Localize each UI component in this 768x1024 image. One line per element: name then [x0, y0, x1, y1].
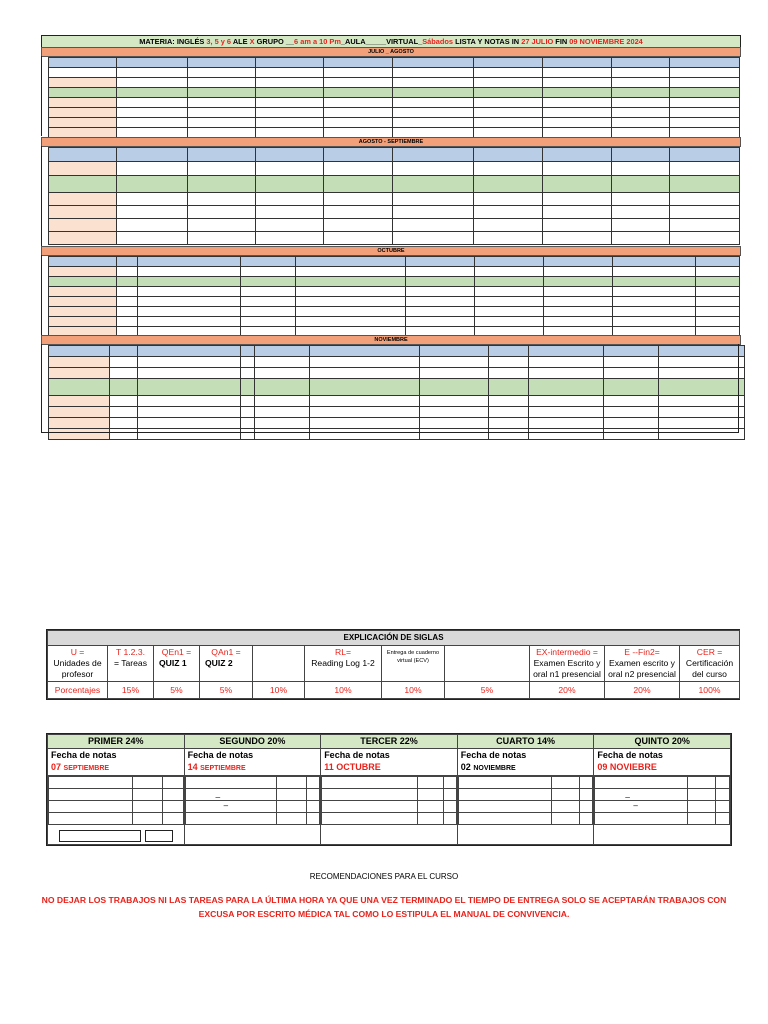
sigla-desc: QUIZ 2 [205, 658, 233, 668]
sigla-desc: Certificación del curso [685, 658, 734, 679]
percentage-cell: 20% [605, 682, 680, 699]
percentage-cell: 5% [200, 682, 253, 699]
x-mark: X [249, 37, 255, 46]
date-month: SEPTIEMBRE [200, 765, 246, 772]
left-border [41, 344, 42, 433]
recommendations-title: RECOMENDACIONES PARA EL CURSO [309, 872, 459, 881]
sigla-ex-intermedio [530, 646, 605, 682]
sigla-cer [680, 646, 740, 682]
start-date: 27 JULIO [521, 37, 554, 46]
dash-mark: _ [625, 789, 630, 798]
date-number: 02 [460, 762, 471, 772]
sigla-code: E --Fin2= [624, 647, 660, 657]
sigla-empty [445, 646, 530, 682]
date-number: 14 [187, 762, 198, 772]
day-value: Sábados [422, 37, 454, 46]
month-bar-november: NOVIEMBRE [41, 335, 741, 345]
sigla-qen1 [154, 646, 200, 682]
left-border [41, 255, 42, 335]
siglas-table [46, 629, 740, 700]
month-bar-october: OCTUBRE [41, 246, 741, 256]
end-label: FIN [553, 37, 570, 46]
list-label: LISTA Y NOTAS IN [453, 37, 522, 46]
end-date: 09 NOVIEMBRE 2024 [569, 37, 643, 46]
date-number: 07 [51, 762, 62, 772]
date-month: NOVIEMBRE [473, 765, 516, 772]
sigla-desc: Reading Log 1-2 [311, 658, 375, 668]
month-bar-august-september: AGOSTO - SEPTIEMBRE [41, 137, 741, 147]
group-label: GRUPO __ [254, 37, 295, 46]
sigla-desc: Examen Escrito y oral n1 presencial [533, 658, 601, 679]
period-segundo: SEGUNDO 20% [184, 735, 321, 749]
sigla-t [108, 646, 154, 682]
sigla-desc: QUIZ 1 [159, 658, 187, 668]
period-quinto: QUINTO 20% [594, 735, 731, 749]
percentage-cell: 10% [382, 682, 445, 699]
period-subgrid [457, 776, 594, 845]
sigla-desc: Unidades de profesor [53, 658, 102, 679]
percentages-label: Porcentajes [48, 682, 108, 699]
period-cuarto: CUARTO 14% [457, 735, 594, 749]
siglas-title: EXPLICACIÓN DE SIGLAS [48, 631, 740, 646]
recommendations-text: NO DEJAR LOS TRABAJOS NI LAS TAREAS PARA LA ÚLTIMA HORA YA QUE UNA VEZ TERMINADO EL TIEMPO DE ENTREGA SOLO SE ACEPTARÁN TRABAJOS CON EXCUSA POR ESCRITO MÉDICA TAL COMO LO ESTIPULA EL MANUAL DE CONVIVENCIA. [41, 895, 727, 919]
sigla-code: QAn1 = [211, 647, 241, 657]
month-bar-july-august: JULIO _ AGOSTO [41, 47, 741, 57]
period-date-cell [321, 749, 458, 776]
ale-label: ALE [231, 37, 250, 46]
input-box [59, 830, 141, 842]
period-date-cell [184, 749, 321, 776]
input-box [145, 830, 173, 842]
sigla-code: QEn1 = [161, 647, 192, 657]
sigla-code: CER = [696, 647, 723, 657]
left-border [41, 56, 42, 136]
period-tercer: TERCER 22% [321, 735, 458, 749]
dash-mark: – [633, 801, 638, 810]
sigla-code: T 1.2.3. [116, 647, 145, 657]
date-number: 11 OCTUBRE [324, 762, 381, 772]
period-date-cell [48, 749, 185, 776]
sigla-desc: Entrega de cuaderno virtual (ECV) [386, 650, 440, 664]
grade-grid-november [48, 345, 745, 440]
sigla-qan1 [200, 646, 253, 682]
percentage-cell: 20% [530, 682, 605, 699]
sigla-desc: Examen escrito y oral n2 presencial [608, 658, 676, 679]
hours-value: 6 am a 10 Pm [294, 37, 341, 46]
date-label: Fecha de notas [597, 750, 663, 760]
period-date-cell [594, 749, 731, 776]
date-label: Fecha de notas [187, 750, 254, 760]
right-border [738, 344, 739, 433]
period-date-cell [457, 749, 594, 776]
percentage-cell: 10% [305, 682, 382, 699]
period-subgrid [594, 776, 731, 845]
grade-grid-october [48, 256, 740, 337]
percentage-cell: 5% [445, 682, 530, 699]
classroom-label: _AULA_____VIRTUAL_ [340, 37, 423, 46]
sigla-empty [253, 646, 305, 682]
sigla-ecv [382, 646, 445, 682]
periods-table [46, 733, 732, 846]
date-number: 09 NOVIEBRE [597, 762, 657, 772]
percentage-cell: 10% [253, 682, 305, 699]
sigla-code: RL= [334, 647, 351, 657]
sigla-desc: = Tareas [113, 658, 148, 668]
period-primer: PRIMER 24% [48, 735, 185, 749]
sigla-rl [305, 646, 382, 682]
percentage-cell: 100% [680, 682, 740, 699]
subject-label: MATERIA: INGLÉS [139, 37, 207, 46]
period-subgrid [321, 776, 458, 845]
date-label: Fecha de notas [324, 750, 390, 760]
period-subgrid [48, 776, 185, 845]
period-subgrid [184, 776, 321, 845]
levels-value: 3, 5 y 6 [206, 37, 232, 46]
dash-mark: _ [215, 789, 221, 798]
sigla-code: U = [70, 647, 85, 657]
date-label: Fecha de notas [460, 750, 527, 760]
percentage-cell: 15% [108, 682, 154, 699]
sigla-e-fin2 [605, 646, 680, 682]
left-border [41, 146, 42, 246]
grade-grid-july-august [48, 57, 740, 138]
sigla-code: EX-intermedio = [536, 647, 598, 657]
sigla-u [48, 646, 108, 682]
grid-bottom-border [41, 432, 739, 433]
dash-mark: – [223, 801, 229, 810]
grade-grid-august-september [48, 147, 740, 245]
date-label: Fecha de notas [51, 750, 117, 760]
date-month: SEPTIEMBRE [63, 765, 110, 772]
percentage-cell: 5% [154, 682, 200, 699]
